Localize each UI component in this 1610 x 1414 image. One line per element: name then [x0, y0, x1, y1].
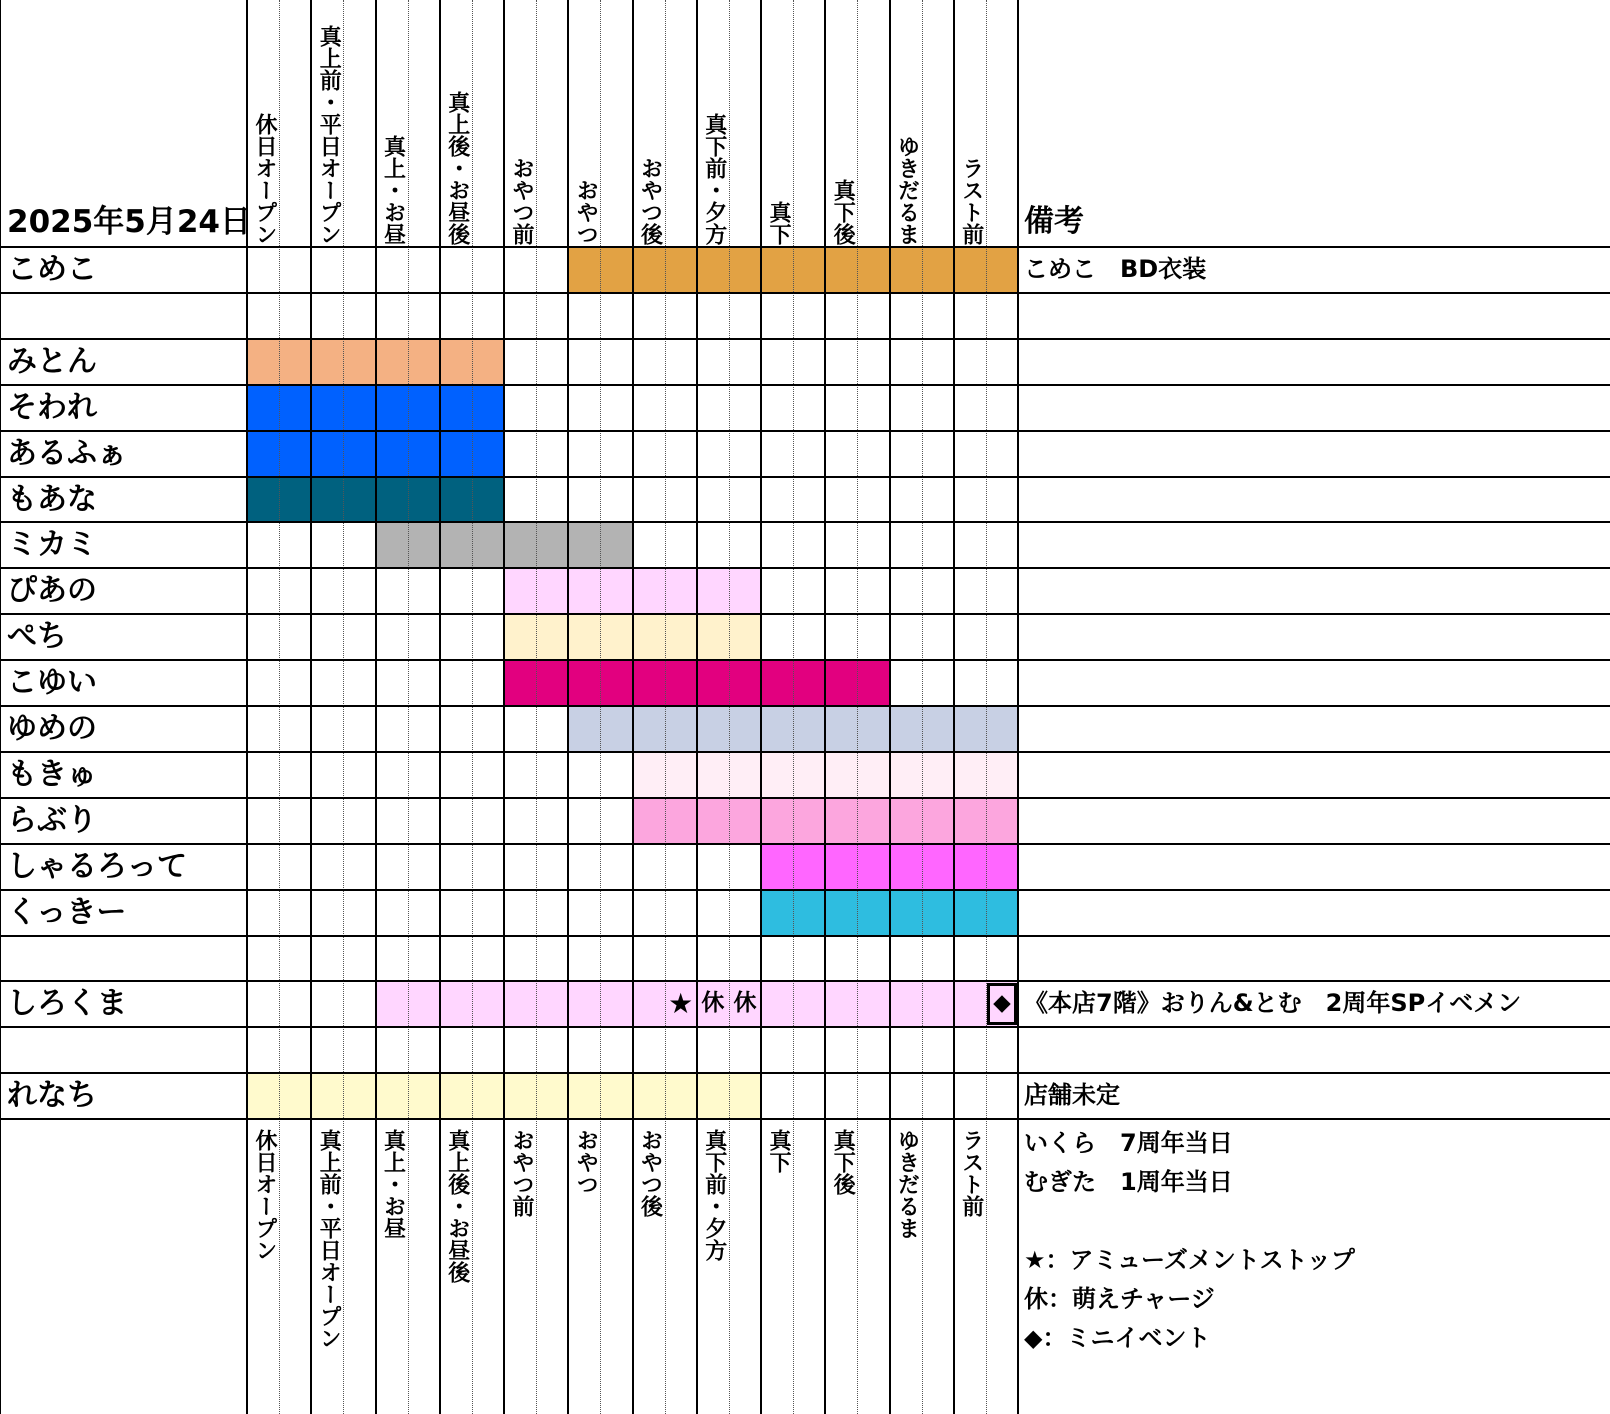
row-divider — [0, 476, 1610, 478]
row-divider — [0, 338, 1610, 340]
cast-name: しゃるろって — [7, 848, 187, 884]
half-slot-divider — [857, 0, 858, 1414]
date-title: 2025年5月24日 — [7, 204, 251, 240]
half-slot-divider — [922, 0, 923, 1414]
slot-divider — [503, 0, 505, 1414]
half-slot-divider — [793, 0, 794, 1414]
cast-name: ぺち — [7, 619, 67, 655]
cast-name: くっきー — [7, 894, 127, 930]
slot-divider — [375, 0, 377, 1414]
legend-note: ★：アミューズメントストップ — [1024, 1246, 1355, 1275]
row-divider — [0, 751, 1610, 753]
row-divider — [0, 1118, 1610, 1120]
slot-divider — [760, 0, 762, 1414]
slot-divider — [889, 0, 891, 1414]
slot-footer: 真下 — [766, 1129, 791, 1174]
remark: 《本店7階》おりん&とむ 2周年SPイベメン — [1024, 989, 1522, 1018]
slot-header: 真下前・夕方 — [701, 113, 727, 245]
row-divider — [0, 567, 1610, 569]
row-divider — [0, 246, 1610, 248]
slot-footer: 真下前・夕方 — [701, 1129, 727, 1262]
slot-footer: 休日オープン — [252, 1129, 277, 1262]
half-slot-divider — [408, 0, 409, 1414]
slot-header: 真上・お昼 — [380, 135, 406, 245]
slot-divider — [567, 0, 569, 1414]
row-divider — [0, 659, 1610, 661]
row-divider — [0, 430, 1610, 432]
moe-charge-marker: 休 — [701, 990, 725, 1017]
row-divider — [0, 889, 1610, 891]
slot-footer: おやつ — [573, 1129, 599, 1196]
cast-name: あるふぁ — [7, 435, 127, 471]
slot-divider — [953, 0, 955, 1414]
left-border — [0, 0, 1, 1414]
legend-note: ◆：ミニイベント — [1024, 1324, 1211, 1353]
row-divider — [0, 384, 1610, 386]
half-slot-divider — [986, 0, 987, 1414]
row-divider — [0, 1026, 1610, 1028]
slot-footer: 真上後・お昼後 — [444, 1129, 470, 1284]
row-divider — [0, 521, 1610, 523]
moe-charge-marker: 休 — [733, 990, 757, 1017]
remarks-header: 備考 — [1024, 204, 1084, 239]
slot-header: 休日オープン — [252, 113, 277, 245]
half-slot-divider — [343, 0, 344, 1414]
slot-footer: 真上前・平日オープン — [316, 1129, 342, 1350]
slot-footer: ラスト前 — [958, 1129, 984, 1218]
slot-header: 真下後 — [830, 179, 856, 245]
row-divider — [0, 292, 1610, 294]
cast-name: もきゅ — [7, 756, 97, 792]
half-slot-divider — [600, 0, 601, 1414]
cast-name: そわれ — [7, 389, 97, 425]
cast-name: ミカミ — [7, 527, 97, 563]
legend-note: 休：萌えチャージ — [1024, 1285, 1215, 1314]
row-divider — [0, 705, 1610, 707]
slot-header: ラスト前 — [958, 157, 984, 245]
cast-name: ゆめの — [7, 711, 97, 746]
cast-name: ぴあの — [7, 573, 97, 609]
slot-header: おやつ — [573, 179, 599, 245]
slot-header: おやつ前 — [509, 157, 534, 245]
cast-name: こゆい — [7, 665, 97, 701]
slot-header: 真上前・平日オープン — [316, 25, 342, 245]
cast-name: しろくま — [7, 986, 127, 1022]
amusement-stop-marker: ★ — [668, 987, 694, 1021]
half-slot-divider — [472, 0, 473, 1414]
cast-name: こめこ — [7, 252, 97, 287]
half-slot-divider — [665, 0, 666, 1414]
slot-footer: ゆきだるま — [894, 1129, 920, 1240]
mini-event-marker: ◆ — [993, 990, 1011, 1017]
slot-divider — [824, 0, 826, 1414]
half-slot-divider — [536, 0, 537, 1414]
mini-event-box — [987, 983, 1017, 1025]
remark: こめこ BD衣装 — [1024, 255, 1207, 283]
slot-header: ゆきだるま — [894, 135, 920, 245]
cast-name: もあな — [7, 481, 97, 517]
slot-divider — [1017, 0, 1019, 1414]
legend-note: いくら 7周年当日 — [1024, 1129, 1233, 1158]
row-divider — [0, 1072, 1610, 1074]
cast-name: らぶり — [7, 802, 97, 838]
slot-header: おやつ後 — [637, 157, 663, 245]
slot-divider — [310, 0, 312, 1414]
row-divider — [0, 797, 1610, 799]
slot-header: 真上後・お昼後 — [444, 91, 470, 245]
row-divider — [0, 843, 1610, 845]
row-divider — [0, 613, 1610, 615]
cast-name: みとん — [7, 343, 97, 379]
remark: 店舗未定 — [1024, 1081, 1120, 1110]
legend-note: むぎた 1周年当日 — [1024, 1168, 1233, 1197]
row-divider — [0, 935, 1610, 937]
slot-footer: 真下後 — [830, 1129, 856, 1196]
slot-footer: おやつ後 — [637, 1129, 663, 1218]
slot-header: 真下 — [766, 201, 791, 245]
slot-divider — [439, 0, 441, 1414]
cast-name: れなち — [7, 1078, 97, 1114]
slot-divider — [696, 0, 698, 1414]
slot-footer: おやつ前 — [509, 1129, 534, 1218]
half-slot-divider — [729, 0, 730, 1414]
slot-divider — [632, 0, 634, 1414]
half-slot-divider — [279, 0, 280, 1414]
row-divider — [0, 980, 1610, 982]
slot-footer: 真上・お昼 — [380, 1129, 406, 1240]
